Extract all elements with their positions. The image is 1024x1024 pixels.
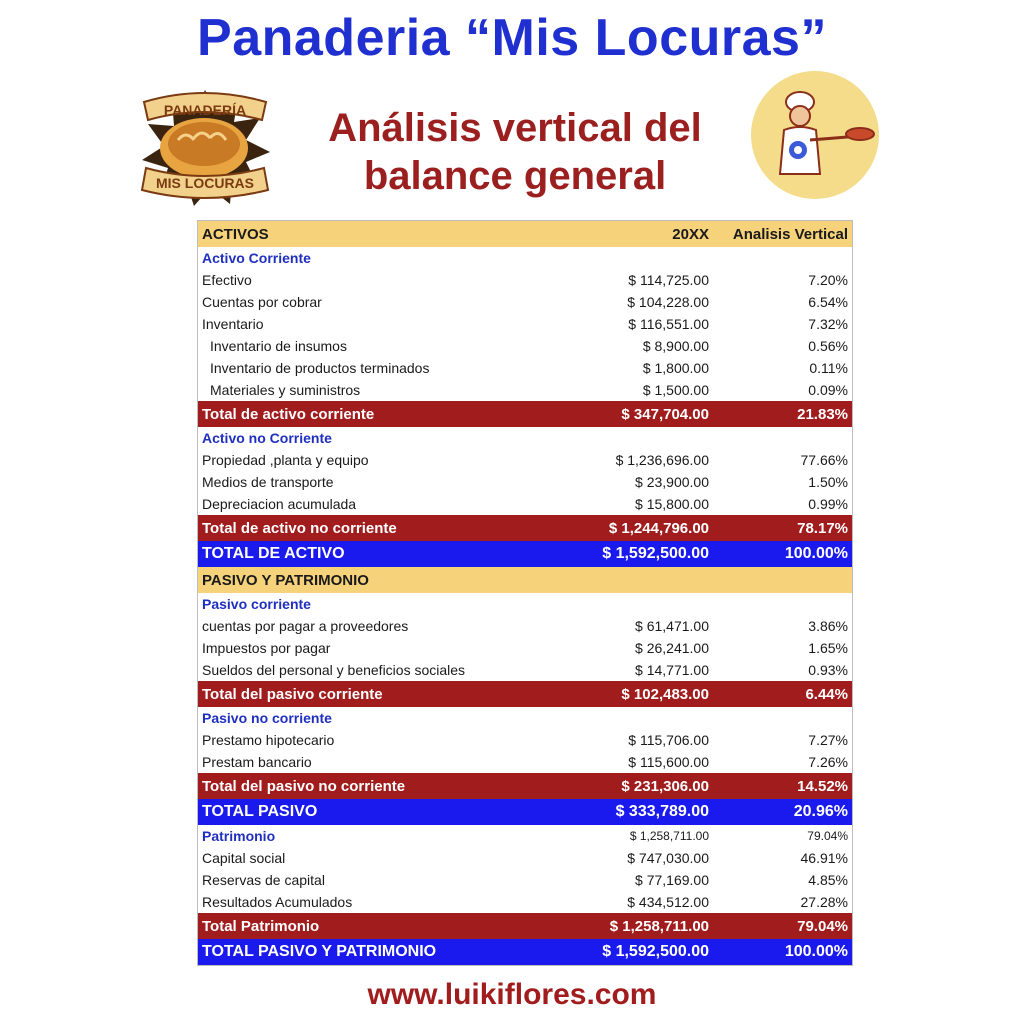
grand-row <box>198 541 852 567</box>
row-label: Impuestos por pagar <box>202 640 331 656</box>
row-amount: $ 1,800.00 <box>642 360 709 376</box>
row-amount: $ 115,600.00 <box>628 754 709 770</box>
row-label: ACTIVOS <box>202 225 269 243</box>
grand-row <box>198 799 852 825</box>
row-label: Total del pasivo no corriente <box>202 777 406 795</box>
row-percentage: 0.09% <box>808 382 848 398</box>
row-amount: $ 1,258,711.00 <box>629 829 709 843</box>
row-amount: $ 23,900.00 <box>635 474 709 490</box>
row-label: Prestam bancario <box>202 754 312 770</box>
row-percentage: 21.83% <box>797 405 848 423</box>
row-amount: $ 747,030.00 <box>627 850 709 866</box>
row-label: Depreciacion acumulada <box>202 496 357 512</box>
row-amount: $ 26,241.00 <box>635 640 709 656</box>
row-percentage: 46.91% <box>800 850 848 866</box>
row-label: Prestamo hipotecario <box>202 732 335 748</box>
table-row <box>198 313 852 335</box>
row-amount: $ 434,512.00 <box>627 894 709 910</box>
row-percentage: 100.00% <box>784 943 848 960</box>
row-label: Total de activo no corriente <box>202 519 397 537</box>
row-amount: $ 116,551.00 <box>628 316 709 332</box>
row-label: Activo Corriente <box>202 250 311 266</box>
subhead-row <box>198 707 852 729</box>
row-percentage: 100.00% <box>784 545 848 562</box>
row-amount: $ 1,258,711.00 <box>609 917 709 935</box>
row-amount: 20XX <box>672 225 709 243</box>
row-label: Reservas de capital <box>202 872 325 888</box>
row-percentage: 0.93% <box>808 662 848 678</box>
table-row <box>198 471 852 493</box>
row-percentage: 0.99% <box>808 496 848 512</box>
total-row <box>198 913 852 939</box>
row-label: PASIVO Y PATRIMONIO <box>202 571 369 589</box>
row-label: Total de activo corriente <box>202 405 375 423</box>
row-label: Sueldos del personal y beneficios sociales <box>202 662 466 678</box>
row-label: Total Patrimonio <box>202 917 320 935</box>
table-row <box>198 357 852 379</box>
row-percentage: 1.65% <box>808 640 848 656</box>
row-amount: $ 8,900.00 <box>642 338 709 354</box>
document-subtitle <box>290 104 740 200</box>
total-row <box>198 773 852 799</box>
row-percentage: 27.28% <box>800 894 848 910</box>
row-percentage: 6.54% <box>808 294 848 310</box>
table-row <box>198 335 852 357</box>
logo-text-bottom: MIS LOCURAS <box>156 175 254 191</box>
row-label: cuentas por pagar a proveedores <box>202 618 409 634</box>
website-url[interactable]: www.luikiflores.com <box>367 978 657 1011</box>
row-label: TOTAL DE ACTIVO <box>202 545 345 562</box>
table-row <box>198 637 852 659</box>
subtitle-line-2: balance general <box>363 154 667 198</box>
row-amount: $ 1,592,500.00 <box>602 943 709 960</box>
row-amount: $ 15,800.00 <box>635 496 709 512</box>
row-label: Inventario de insumos <box>210 338 347 354</box>
table-row <box>198 869 852 891</box>
row-percentage: 14.52% <box>797 777 848 795</box>
row-label: Inventario de productos terminados <box>210 360 430 376</box>
row-label: TOTAL PASIVO <box>202 803 318 820</box>
row-label: Cuentas por cobrar <box>202 294 322 310</box>
row-amount: $ 1,236,696.00 <box>615 452 709 468</box>
table-row <box>198 847 852 869</box>
row-label: Efectivo <box>202 272 252 288</box>
header-row <box>198 221 852 247</box>
table-row <box>198 493 852 515</box>
row-label: Pasivo no corriente <box>202 710 332 726</box>
row-amount: $ 104,228.00 <box>627 294 709 310</box>
row-percentage: 79.04% <box>807 829 848 843</box>
row-percentage: 3.86% <box>808 618 848 634</box>
row-amount: $ 14,771.00 <box>635 662 709 678</box>
baker-icon <box>750 70 880 200</box>
row-percentage: 1.50% <box>808 474 848 490</box>
subtitle-line-1: Análisis vertical del <box>328 106 702 150</box>
row-percentage: 0.11% <box>809 360 848 376</box>
row-amount: $ 102,483.00 <box>621 685 709 703</box>
row-label: Total del pasivo corriente <box>202 685 383 703</box>
row-label: Capital social <box>202 850 286 866</box>
row-label: Propiedad ,planta y equipo <box>202 452 369 468</box>
total-row <box>198 681 852 707</box>
table-row <box>198 291 852 313</box>
row-amount: $ 347,704.00 <box>621 405 709 423</box>
row-amount: $ 333,789.00 <box>615 803 709 820</box>
row-label: Inventario <box>202 316 264 332</box>
row-label: TOTAL PASIVO Y PATRIMONIO <box>202 943 437 960</box>
table-row <box>198 891 852 913</box>
row-label: Patrimonio <box>202 828 276 844</box>
row-percentage: 79.04% <box>797 917 848 935</box>
row-percentage: 6.44% <box>805 685 848 703</box>
row-percentage: 77.66% <box>800 452 848 468</box>
row-percentage: 20.96% <box>793 803 848 820</box>
row-percentage: 7.26% <box>808 754 848 770</box>
subhead-row <box>198 593 852 615</box>
balance-table <box>197 220 853 966</box>
row-label: Activo no Corriente <box>202 430 332 446</box>
logo-text-top: PANADERÍA <box>163 102 247 118</box>
bread-logo-icon <box>138 88 273 208</box>
table-row <box>198 449 852 471</box>
total-row <box>198 401 852 427</box>
row-amount: $ 1,244,796.00 <box>608 519 709 537</box>
row-amount: $ 61,471.00 <box>635 618 709 634</box>
table-row <box>198 659 852 681</box>
row-amount: $ 1,592,500.00 <box>602 545 709 562</box>
table-row <box>198 751 852 773</box>
total-row <box>198 515 852 541</box>
subhead-row <box>198 427 852 449</box>
row-percentage: 4.85% <box>808 872 848 888</box>
table-row <box>198 729 852 751</box>
table-row <box>198 615 852 637</box>
row-percentage: 7.20% <box>808 272 848 288</box>
row-amount: $ 1,500.00 <box>642 382 709 398</box>
row-percentage: Analisis Vertical <box>732 225 848 243</box>
subhead-row <box>198 247 852 269</box>
row-percentage: 7.32% <box>808 316 848 332</box>
row-percentage: 7.27% <box>808 732 848 748</box>
header-row <box>198 567 852 593</box>
grand-row <box>198 939 852 965</box>
table-row <box>198 269 852 291</box>
row-percentage: 0.56% <box>808 338 848 354</box>
row-label: Materiales y suministros <box>210 382 361 398</box>
row-amount: $ 231,306.00 <box>621 777 709 795</box>
table-row <box>198 379 852 401</box>
row-amount: $ 115,706.00 <box>628 732 709 748</box>
page-title: Panaderia “Mis Locuras” <box>197 9 827 67</box>
row-percentage: 78.17% <box>797 519 848 537</box>
row-amount: $ 77,169.00 <box>635 872 709 888</box>
row-amount: $ 114,725.00 <box>628 272 709 288</box>
row-label: Medios de transporte <box>202 474 334 490</box>
subhead-row <box>198 825 852 847</box>
row-label: Resultados Acumulados <box>202 894 353 910</box>
row-label: Pasivo corriente <box>202 596 311 612</box>
